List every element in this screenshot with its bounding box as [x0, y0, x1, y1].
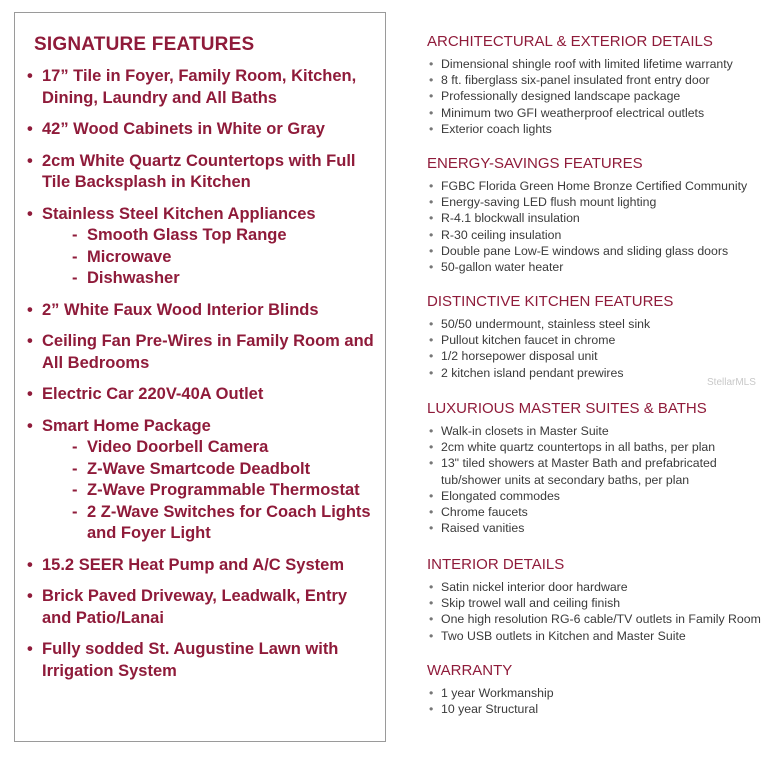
bullet-icon: •: [429, 333, 434, 348]
signature-sub-list: [42, 437, 379, 545]
section-item: [427, 504, 717, 520]
section-title: INTERIOR DETAILS: [427, 556, 565, 573]
bullet-icon: •: [429, 243, 434, 258]
section-item-text: Professionally designed landscape package: [441, 89, 681, 104]
section-list: [427, 178, 747, 275]
signature-feature-item: [27, 331, 379, 374]
signature-sub-list: [42, 225, 379, 290]
signature-feature-text: 2” White Faux Wood Interior Blinds: [42, 300, 319, 319]
signature-sub-text: Z-Wave Smartcode Deadbolt: [87, 459, 311, 478]
section-item: [427, 348, 673, 364]
signature-sub-text: Dishwasher: [87, 269, 180, 287]
section-item-text: Double pane Low-E windows and sliding glass doors: [441, 243, 729, 258]
section-item-text: Exterior coach lights: [441, 121, 552, 136]
dash-icon: -: [72, 226, 78, 244]
section-item-text: 1 year Workmanship: [441, 686, 554, 700]
signature-sub-item: [42, 268, 379, 290]
bullet-icon: •: [27, 416, 33, 435]
bullet-icon: •: [429, 179, 434, 193]
bullet-icon: •: [429, 686, 434, 700]
bullet-icon: •: [27, 332, 33, 350]
section-item: [427, 628, 761, 644]
bullet-icon: •: [429, 612, 434, 627]
section-item: [427, 121, 733, 137]
section-item-text: Minimum two GFI weatherproof electrical outlets: [441, 105, 705, 120]
section-item: [427, 227, 747, 243]
section-item-text: 13" tiled showers at Master Bath and prefabricated: [441, 456, 717, 471]
bullet-icon: •: [27, 120, 33, 138]
stellar-mls-watermark: StellarMLS: [707, 377, 756, 388]
section-item: [427, 685, 554, 701]
signature-sub-text: Video Doorbell Camera: [87, 438, 269, 456]
section-item: [427, 194, 747, 210]
section-list: [427, 423, 717, 536]
section-item: [427, 579, 761, 595]
signature-feature-item: [27, 204, 379, 290]
signature-sub-item: [42, 459, 379, 481]
section-title: ARCHITECTURAL & EXTERIOR DETAILS: [427, 33, 713, 50]
signature-feature-item: [27, 66, 379, 109]
section-item-text: Dimensional shingle roof with limited lifetime warranty: [441, 57, 733, 71]
section-item-text: Raised vanities: [441, 521, 525, 536]
bullet-icon: •: [429, 105, 434, 120]
signature-features-title: SIGNATURE FEATURES: [34, 34, 255, 55]
section-list: [427, 56, 733, 137]
signature-sub-item: [42, 502, 379, 545]
section-item: [427, 595, 761, 611]
signature-sub-item: [42, 225, 379, 247]
signature-sub-text: Smooth Glass Top Range: [87, 226, 287, 244]
bullet-icon: •: [429, 365, 434, 380]
section-item-text: R-4.1 blockwall insulation: [441, 211, 580, 226]
signature-sub-item: [42, 247, 379, 269]
bullet-icon: •: [27, 151, 33, 170]
signature-feature-item: [27, 151, 379, 194]
bullet-icon: •: [429, 89, 434, 104]
bullet-icon: •: [27, 300, 33, 319]
section-list: [427, 579, 761, 644]
section-list: [427, 316, 673, 381]
signature-feature-text: Smart Home Package: [42, 416, 211, 435]
section-item-text: 10 year Structural: [441, 702, 539, 717]
section-item-text: 1/2 horsepower disposal unit: [441, 349, 598, 364]
section-item: [427, 316, 673, 332]
section-item-text: 8 ft. fiberglass six-panel insulated front entry door: [441, 73, 710, 88]
bullet-icon: •: [429, 317, 434, 331]
section-item: [427, 88, 733, 104]
section-item: [427, 332, 673, 348]
section-item-text: Two USB outlets in Kitchen and Master Suite: [441, 628, 686, 643]
section-item: [427, 105, 733, 121]
signature-features-list: [27, 66, 379, 692]
section-item: [427, 488, 717, 504]
section-title: LUXURIOUS MASTER SUITES & BATHS: [427, 400, 707, 417]
signature-feature-item: [27, 384, 379, 406]
signature-feature-text: 17” Tile in Foyer, Family Room, Kitchen, Dining, Laundry and All Baths: [42, 67, 357, 107]
section-title: WARRANTY: [427, 662, 513, 679]
bullet-icon: •: [429, 596, 434, 611]
section-item-text: Energy-saving LED flush mount lighting: [441, 195, 657, 210]
section-item-text: FGBC Florida Green Home Bronze Certified Community: [441, 179, 748, 193]
feature-section: [427, 400, 717, 536]
section-item: [427, 243, 747, 259]
bullet-icon: •: [429, 195, 434, 210]
section-item-text: 50-gallon water heater: [441, 260, 564, 275]
bullet-icon: •: [27, 555, 33, 574]
feature-section: [427, 662, 554, 717]
bullet-icon: •: [27, 67, 33, 85]
bullet-icon: •: [429, 456, 434, 471]
dash-icon: -: [72, 438, 78, 456]
dash-icon: -: [72, 269, 78, 287]
section-item-text: Skip trowel wall and ceiling finish: [441, 596, 621, 611]
bullet-icon: •: [429, 211, 434, 226]
bullet-icon: •: [429, 488, 434, 503]
section-item: [427, 423, 717, 439]
section-item: [427, 611, 761, 627]
dash-icon: -: [72, 502, 78, 521]
bullet-icon: •: [429, 73, 434, 88]
bullet-icon: •: [429, 440, 434, 455]
signature-feature-item: [27, 416, 379, 545]
bullet-icon: •: [429, 227, 434, 242]
dash-icon: -: [72, 459, 78, 478]
signature-feature-text: 15.2 SEER Heat Pump and A/C System: [42, 555, 344, 574]
signature-feature-text: Fully sodded St. Augustine Lawn with Irrigation System: [42, 640, 339, 680]
section-list: [427, 685, 554, 717]
signature-sub-item: [42, 480, 379, 502]
signature-feature-text: 42” Wood Cabinets in White or Gray: [42, 120, 325, 138]
signature-sub-text: Z-Wave Programmable Thermostat: [87, 481, 360, 499]
section-item: [427, 365, 673, 381]
section-item: [427, 56, 733, 72]
section-title: DISTINCTIVE KITCHEN FEATURES: [427, 293, 674, 310]
section-item-text: Chrome faucets: [441, 505, 528, 520]
section-item-text: Walk-in closets in Master Suite: [441, 424, 609, 438]
signature-feature-text: Electric Car 220V-40A Outlet: [42, 385, 264, 403]
signature-feature-text: Stainless Steel Kitchen Appliances: [42, 204, 316, 223]
signature-feature-item: [27, 639, 379, 682]
signature-feature-text: 2cm White Quartz Countertops with Full Tile Backsplash in Kitchen: [42, 151, 356, 191]
signature-sub-text: 2 Z-Wave Switches for Coach Lights and Foyer Light: [87, 502, 371, 542]
section-item: [427, 210, 747, 226]
bullet-icon: •: [429, 505, 434, 520]
section-item-text: Satin nickel interior door hardware: [441, 580, 628, 594]
bullet-icon: •: [27, 385, 33, 403]
signature-feature-item: [27, 119, 379, 141]
signature-feature-item: [27, 586, 379, 629]
section-item: [427, 701, 554, 717]
section-item: [427, 455, 717, 471]
section-item-text: 2cm white quartz countertops in all baths, per plan: [441, 440, 716, 455]
bullet-icon: •: [429, 57, 434, 71]
feature-section: [427, 556, 761, 644]
bullet-icon: •: [429, 260, 434, 275]
bullet-icon: •: [429, 121, 434, 136]
bullet-icon: •: [27, 587, 33, 605]
feature-section: [427, 33, 733, 137]
bullet-icon: •: [429, 349, 434, 364]
signature-feature-item: [27, 300, 379, 322]
signature-sub-text: Microwave: [87, 247, 172, 266]
bullet-icon: •: [429, 702, 434, 717]
bullet-icon: •: [429, 424, 434, 438]
section-item-text: 50/50 undermount, stainless steel sink: [441, 317, 651, 331]
section-item: [427, 259, 747, 275]
section-item-text: R-30 ceiling insulation: [441, 227, 562, 242]
dash-icon: -: [72, 247, 78, 266]
dash-icon: -: [72, 481, 78, 499]
section-item-text: tub/shower units at secondary baths, per plan: [441, 472, 690, 487]
section-item: [427, 472, 717, 488]
feature-section: [427, 155, 747, 275]
section-item-text: Elongated commodes: [441, 488, 560, 503]
signature-feature-item: [27, 555, 379, 577]
section-item-text: Pullout kitchen faucet in chrome: [441, 333, 616, 348]
signature-feature-text: Brick Paved Driveway, Leadwalk, Entry and Patio/Lanai: [42, 587, 348, 627]
section-item: [427, 439, 717, 455]
bullet-icon: •: [429, 628, 434, 643]
feature-section: [427, 293, 673, 381]
signature-feature-text: Ceiling Fan Pre-Wires in Family Room and All Bedrooms: [42, 332, 374, 372]
bullet-icon: •: [27, 640, 33, 658]
section-item-text: One high resolution RG-6 cable/TV outlets in Family Room: [441, 612, 761, 627]
section-item: [427, 520, 717, 536]
section-item-text: 2 kitchen island pendant prewires: [441, 365, 624, 380]
bullet-icon: •: [429, 521, 434, 536]
bullet-icon: •: [429, 580, 434, 594]
section-item: [427, 178, 747, 194]
section-title: ENERGY-SAVINGS FEATURES: [427, 155, 643, 172]
section-item: [427, 72, 733, 88]
bullet-icon: •: [27, 204, 33, 223]
signature-sub-item: [42, 437, 379, 459]
